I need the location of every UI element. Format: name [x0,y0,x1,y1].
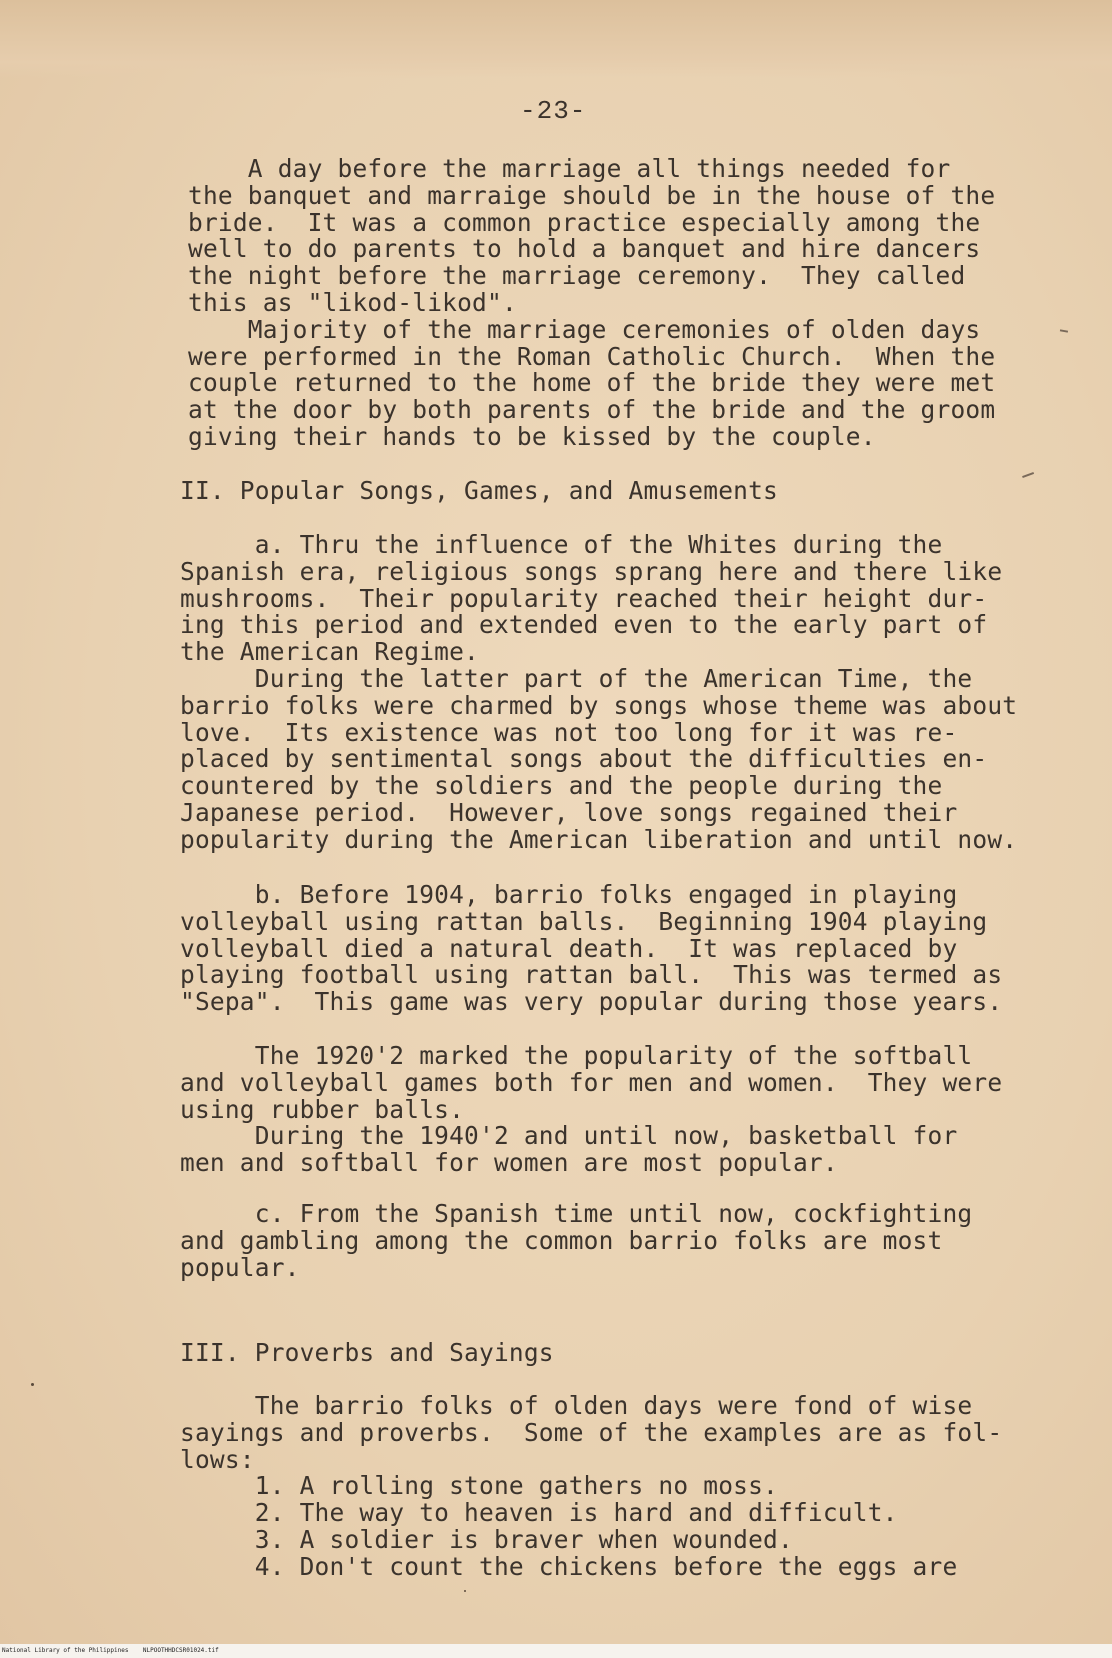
section-heading-proverbs: III. Proverbs and Sayings [180,1338,554,1367]
paragraph-softball-basketball: The 1920'2 marked the popularity of the softball and volleyball games both for men and women. They were using rubber balls. During the 1940'2 and until now, basketball for men and softball for women are most popular. [180,1041,1003,1178]
paper-mark [1022,472,1034,478]
paper-speck [31,1383,34,1386]
paragraph-cockfighting: c. From the Spanish time until now, cockfighting and gambling among the common barrio folks are most popular. [180,1199,973,1282]
section-heading-popular-songs: II. Popular Songs, Games, and Amusements [180,476,779,505]
footer-caption: National Library of the Philippines NLPOOTHHDCSR01024.tif [2,1647,219,1654]
paper-speck [464,1590,466,1592]
scan-top-shadow [0,0,1112,78]
paragraph-volleyball: b. Before 1904, barrio folks engaged in playing volleyball using rattan balls. Beginning 1904 playing volleyball died a natural death. It was replaced by playing football using rattan ball. This was termed as "Sepa". This game was very popular during those years. [180,880,1003,1017]
page-number: -23- [520,96,587,126]
paragraph-proverbs-list: The barrio folks of olden days were fond of wise sayings and proverbs. Some of the examples are as fol- lows: 1. A rolling stone gathers no moss. 2. The way to heaven is hard and difficult. 3. A soldier is braver when wounded. 4. Don't count the chickens before the eggs are [180,1391,1003,1581]
paragraph-marriage-customs: A day before the marriage all things needed for the banquet and marraige should be in the house of the bride. It was a common practice especially among the well to do parents to hold a banquet and hire dancers the night before the marriage ceremony. They called this as "likod-likod". Majority of the marriage ceremonies of olden days were performed in the Roman Catholic Church. When the couple returned to the home of the bride they were met at the door by both parents of the bride and the groom giving their hands to be kissed by the couple. [188,154,996,451]
paragraph-religious-songs: a. Thru the influence of the Whites during the Spanish era, religious songs sprang here and there like mushrooms. Their popularity reached their height dur- ing this period and extended even to the early part of the American Regime. During the latter part of the American Time, the barrio folks were charmed by songs whose theme was about love. Its existence was not too long for it was re- placed by sentimental songs about the difficulties en- countered by the soldiers and the people during the Japanese period. However, love songs regained their popularity during the American liberation and until now. [180,530,1018,854]
